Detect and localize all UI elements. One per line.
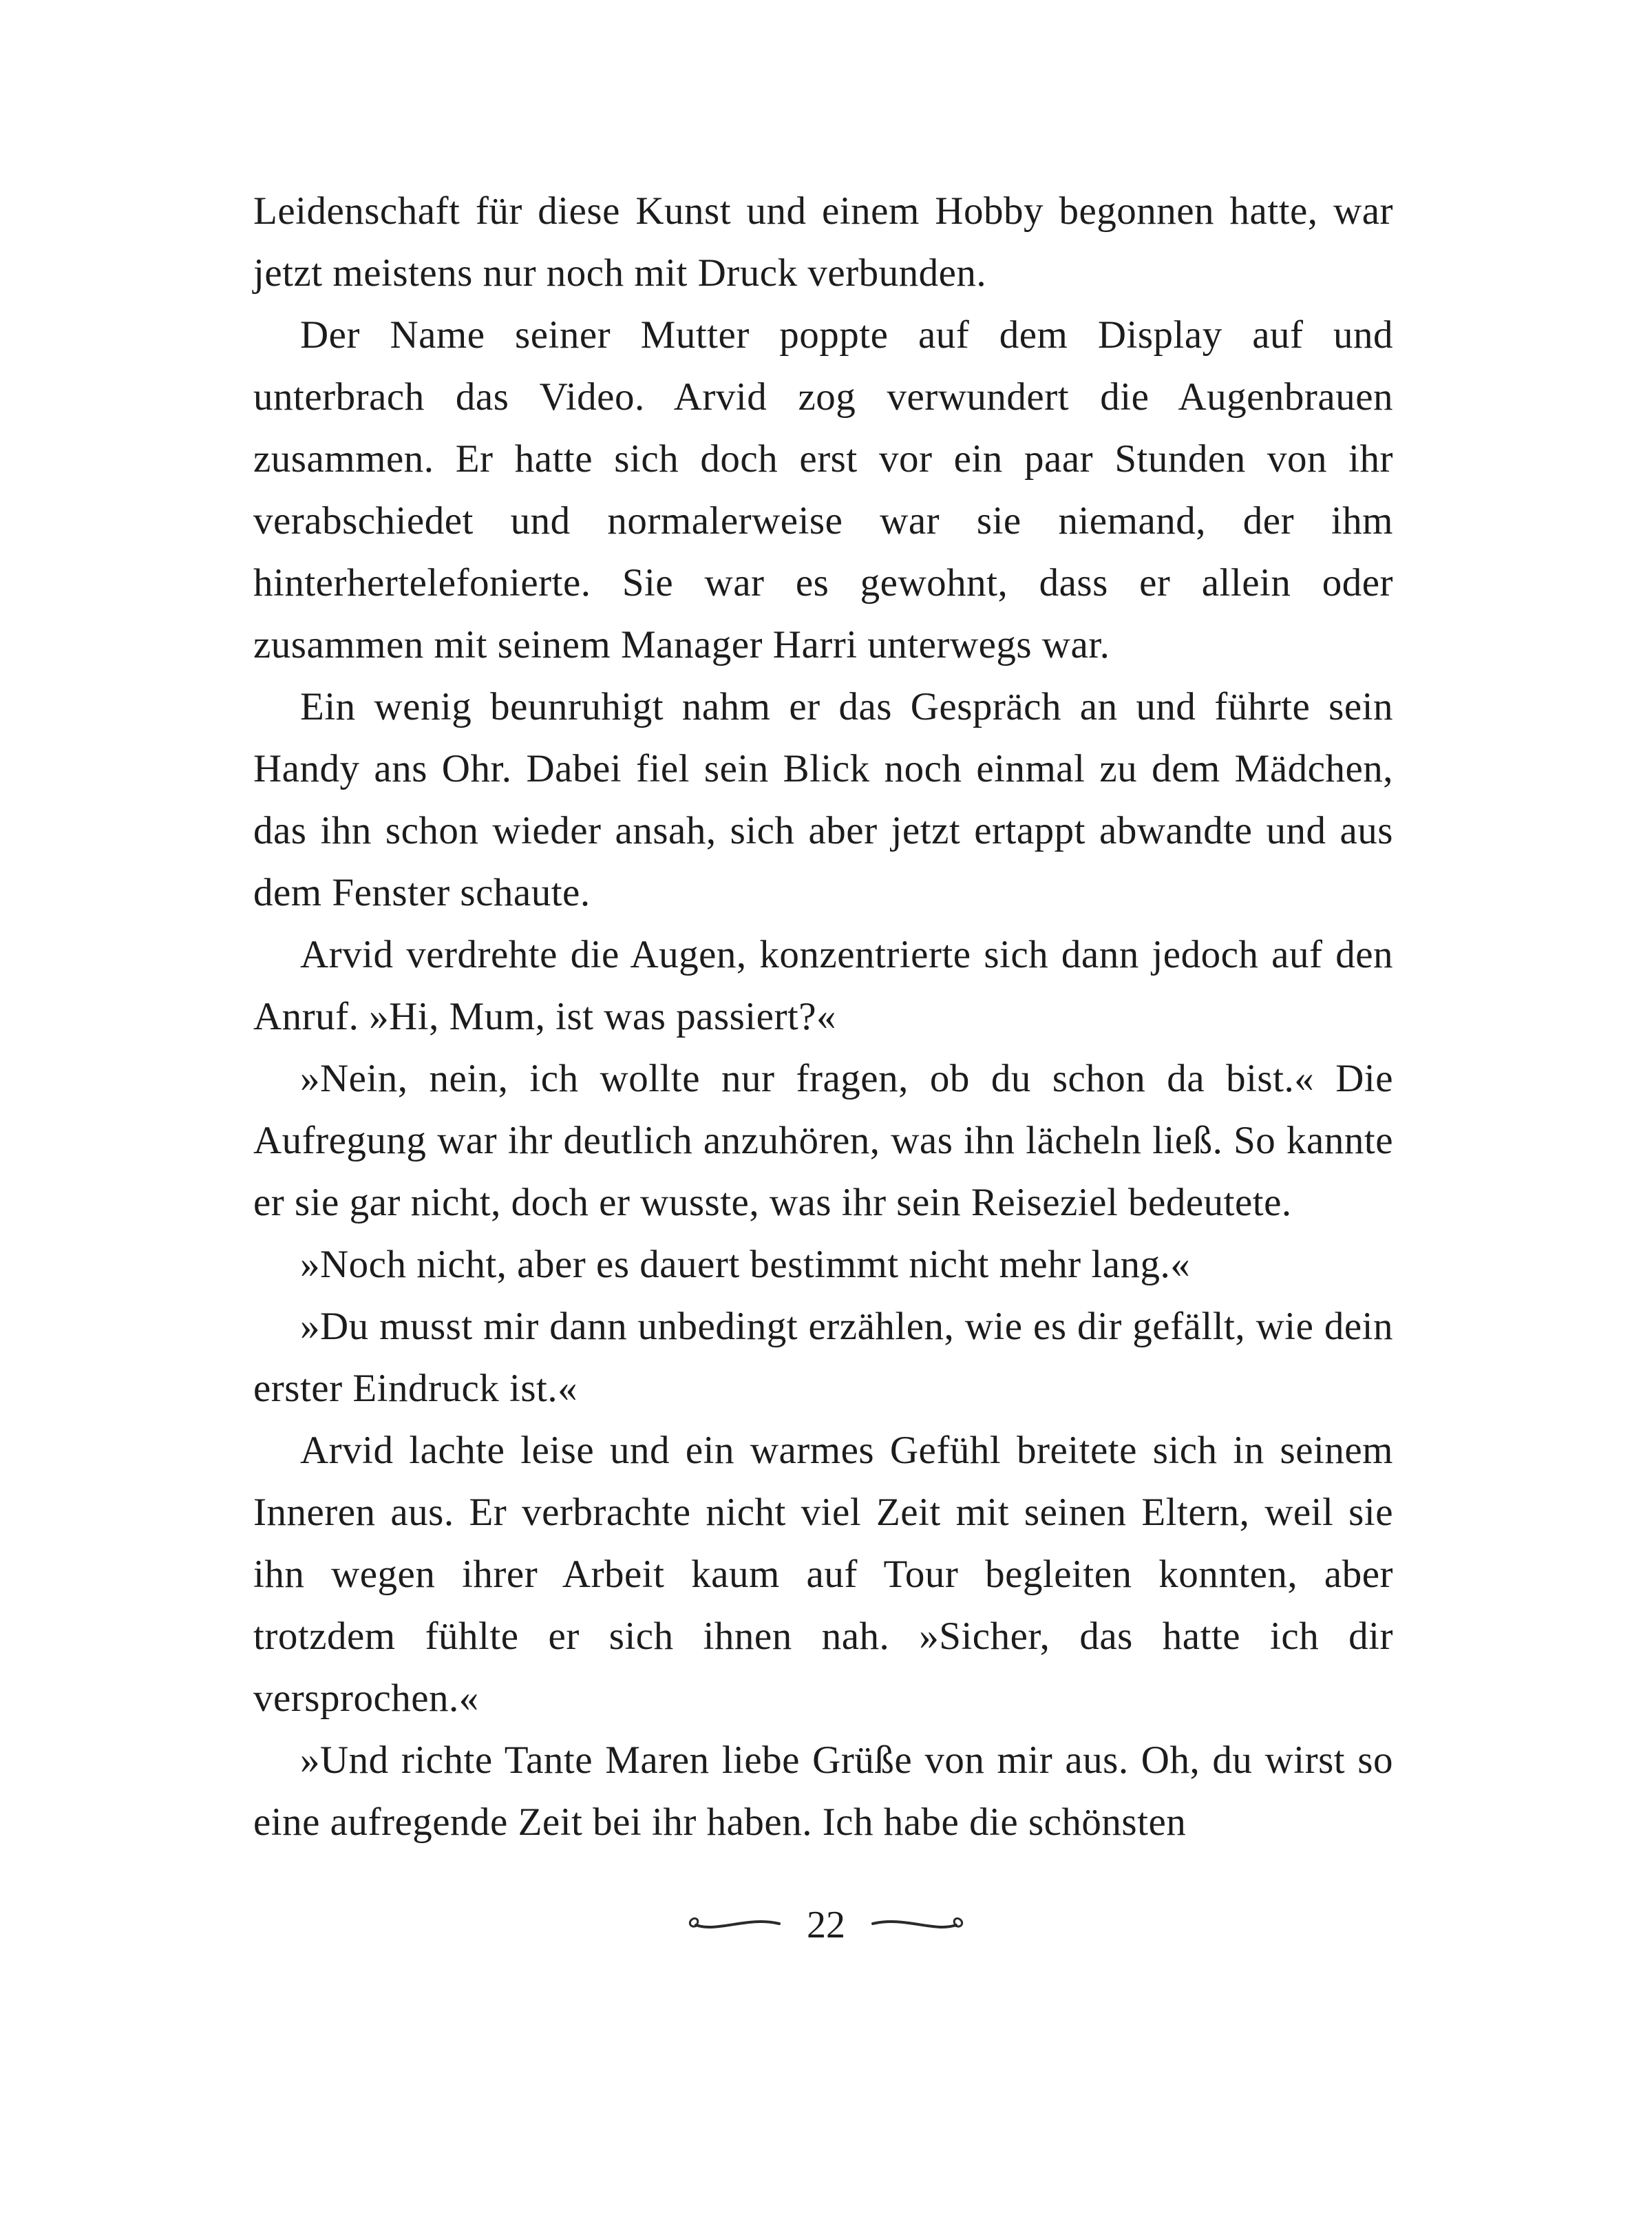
paragraph: Der Name seiner Mutter poppte auf dem Display auf und unterbrach das Video. Arvid zog verwundert die Augenbrauen zusammen. Er hatte sich doch erst vor ein paar Stunden von ihr verabschiedet und normalerweise war sie niemand, der ihm hinterhertelefonierte. Sie war es gewohnt, dass er allein oder zusammen mit seinem Manager Harri unterwegs war. [253,313,1393,666]
paragraph: »Und richte Tante Maren liebe Grüße von mir aus. Oh, du wirst so eine aufregende Zeit bei ihr haben. Ich habe die schönsten [253,1738,1393,1844]
flourish-right-icon [869,1913,965,1937]
page-text [253,180,1393,1853]
page-number: 22 [807,1904,845,1946]
paragraph: Leidenschaft für diese Kunst und einem Hobby begonnen hatte, war jetzt meistens nur noch mit Druck verbunden. [253,189,1393,295]
paragraph: Arvid verdrehte die Augen, konzentrierte sich dann jedoch auf den Anruf. »Hi, Mum, ist was passiert?« [253,933,1393,1038]
page-footer [0,1906,1652,1944]
paragraph: »Nein, nein, ich wollte nur fragen, ob du schon da bist.« Die Aufregung war ihr deutlich anzuhören, was ihn lächeln ließ. So kannte er sie gar nicht, doch er wusste, was ihr sein Reiseziel bedeutete. [253,1057,1393,1224]
paragraph: Ein wenig beunruhigt nahm er das Gespräch an und führte sein Handy ans Ohr. Dabei fiel sein Blick noch einmal zu dem Mädchen, das ihn schon wieder ansah, sich aber jetzt ertappt abwandte und aus dem Fenster schaute. [253,685,1393,914]
paragraph: »Noch nicht, aber es dauert bestimmt nicht mehr lang.« [300,1243,1191,1286]
paragraph: Arvid lachte leise und ein warmes Gefühl breitete sich in seinem Inneren aus. Er verbrachte nicht viel Zeit mit seinen Eltern, weil sie ihn wegen ihrer Arbeit kaum auf Tour begleiten konnten, aber trotzdem fühlte er sich ihnen nah. »Sicher, das hatte ich dir versprochen.« [253,1429,1393,1720]
flourish-left-icon [687,1913,783,1937]
paragraph: »Du musst mir dann unbedingt erzählen, wie es dir gefällt, wie dein erster Eindruck ist.« [253,1305,1393,1410]
